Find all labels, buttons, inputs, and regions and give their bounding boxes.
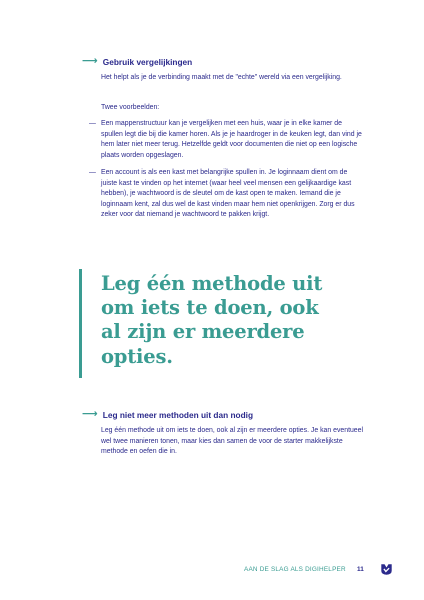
section-heading-text: Leg niet meer methoden uit dan nodig — [102, 409, 254, 420]
section-body: Leg één methode uit om iets te doen, ook al zijn er meerdere opties. Je kan eventueel wel twee manieren tonen, maar kies dan samen de voor de starter makkelijkste methode en oefen die in. — [101, 427, 364, 456]
arrow-right-icon: ⟶ — [82, 408, 98, 420]
pullquote: Leg één methode uit om iets te doen, ook al zijn er meerdere opties. — [101, 272, 323, 368]
list-item — [89, 168, 363, 221]
arrow-right-icon: ⟶ — [82, 55, 98, 67]
dash-bullet: — — [89, 169, 96, 176]
pullquote-bar — [79, 269, 82, 378]
section-heading-text: Gebruik vergelijkingen — [102, 56, 193, 67]
dash-bullet: — — [89, 120, 96, 127]
section-intro: Het helpt als je de verbinding maakt met de "echte" wereld via een vergelijking. — [101, 74, 342, 81]
mediawijs-logo-icon — [380, 563, 393, 576]
list-item-text: Een mappenstructuur kan je vergelijken met een huis, waar je in elke kamer de spullen legt die bij die kamer horen. Als je je haardroger in de keuken legt, dan vind je hem later niet meer terug. Hetzelfde geldt voor documenten die niet op een logische plaats worden opgeslagen. — [101, 120, 362, 159]
footer-title: AAN DE SLAG ALS DIGIHELPER — [244, 566, 346, 573]
page-number: 11 — [357, 566, 364, 573]
section-heading-vergelijkingen — [82, 56, 192, 67]
examples-label: Twee voorbeelden: — [101, 104, 160, 111]
section-heading-methoden — [82, 409, 253, 420]
list-item-text: Een account is als een kast met belangrijke spullen in. Je loginnaam dient om de juiste kast te vinden op het internet (waar heel veel mensen een gelijkaardige kast hebben), je wachtwoord is de sleutel om de kast open te maken. Iemand die je loginnaam kent, zal dus wel de kast vinden maar hem niet openkrijgen. Zorg er dus zeker voor dat niemand je wachtwoord te pakken krijgt. — [101, 169, 355, 219]
list-item — [89, 119, 363, 161]
